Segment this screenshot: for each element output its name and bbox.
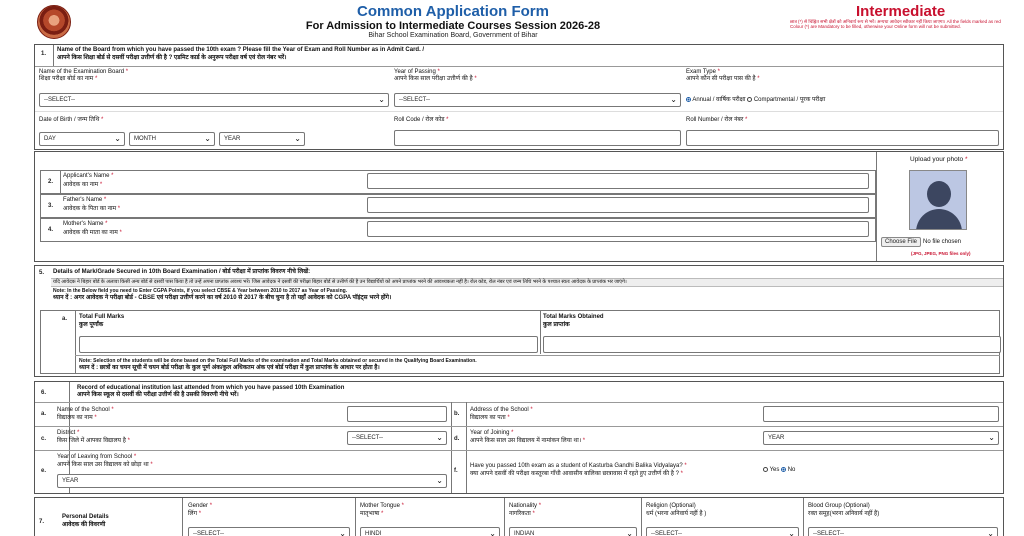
chevron-down-icon: ⌄ [987, 529, 994, 536]
school-address-input[interactable] [763, 406, 999, 422]
nationality-select[interactable]: INDIAN ⌄ [509, 527, 637, 536]
religion-select[interactable]: --SELECT-- ⌄ [646, 527, 799, 536]
father-name-label-hi: आवेदक के पिता का नाम * [63, 206, 121, 212]
section-question-hi: आपने किस शिक्षा बोर्ड से दसवीं परीक्षा उत्तीर्ण की है ? एडमिट कार्ड के अनुरूप परीक्षा वर्ष एवं रोल नंबर भरें। [57, 55, 287, 61]
chevron-down-icon: ⌄ [670, 95, 677, 104]
section-number: 6. [41, 390, 47, 396]
page-title: Common Application Form [357, 3, 549, 20]
cgpa-note: Note: In the Below field you need to Enter CGPA Points, if you select CBSE & Year between 2010 to 2017 as Year of Passing. [53, 288, 348, 294]
mother-name-label: Mother's Name * [63, 221, 108, 227]
school-name-label-hi: विद्यालय का नाम * [57, 415, 97, 421]
brand-label: Intermediate [856, 3, 946, 20]
year-leaving-select[interactable]: YEAR ⌄ [57, 474, 447, 488]
mother-tongue-select[interactable]: HINDI ⌄ [360, 527, 500, 536]
applicant-name-label-hi: आवेदक का नाम * [63, 182, 103, 188]
chevron-down-icon: ⌄ [988, 433, 995, 442]
row-number: 2. [48, 179, 54, 185]
marks-obtained-label: Total Marks Obtained [543, 314, 604, 320]
school-name-input[interactable] [347, 406, 447, 422]
section-marks [34, 265, 1004, 377]
school-name-label: Name of the School * [57, 407, 114, 413]
kgbv-question: Have you passed 10th exam as a student of Kasturba Gandhi Balika Vidyalaya? * [470, 463, 687, 469]
kgbv-question-hi: क्या आपने दसवीं की परीक्षा कस्तूरबा गाँधी आवासीय बालिका छात्रावास में रहते हुए उत्तीर्ण की है ? * [470, 471, 683, 477]
row-letter: c. [41, 436, 47, 442]
kgbv-no-label: No [787, 467, 796, 474]
cgpa-note-hi: ध्यान दें : अगर आवेदक ने परीक्षा बोर्ड - CBSE एवं परीक्षा उत्तीर्ण करने का वर्ष 2010 से 2017 के बीच चुना है तो यहाँ आवेदक को CGPA पॉइंट्स भरने होंगे। [53, 295, 392, 301]
school-heading: Record of educational institution last attended from which you have passed 10th Examination [77, 385, 345, 391]
kgbv-no-radio[interactable] [781, 467, 786, 472]
mother-name-label-hi: आवेदक की माता का नाम * [63, 230, 122, 236]
blood-group-select[interactable]: --SELECT-- ⌄ [808, 527, 998, 536]
section-question: Name of the Board from which you have passed the 10th exam ? Please fill the Year of Exam and Roll Number as in Admit Card. / [57, 47, 425, 53]
chevron-down-icon: ⌄ [294, 134, 301, 143]
board-label-hi: शिक्षा परीक्षा बोर्ड का नाम * [39, 76, 98, 82]
personal-details-title: Personal Details [62, 514, 109, 520]
applicant-name-label: Applicant's Name * [63, 173, 114, 179]
year-leaving-label-hi: आपने किस साल उस विद्यालय को छोड़ा था * [57, 462, 153, 468]
file-hint: (JPG, JPEG, PNG files only) [911, 251, 971, 256]
roll-code-input[interactable] [394, 130, 681, 146]
year-joining-label: Year of Joining * [470, 430, 514, 436]
nationality-label-hi: नागरिकता * [509, 511, 535, 517]
applicant-name-input[interactable] [367, 173, 869, 189]
chevron-down-icon: ⌄ [114, 134, 121, 143]
no-file-text: No file chosen [923, 239, 962, 245]
row-letter: a. [41, 411, 47, 417]
chevron-down-icon: ⌄ [489, 529, 496, 536]
full-marks-label-hi: कुल पूर्णांक [79, 322, 104, 328]
row-number: 4. [48, 227, 54, 233]
roll-number-input[interactable] [686, 130, 999, 146]
selection-note: Note: Selection of the students will be done based on the Total Full Marks of the examination and Total Marks obtained or secured in the Qualifying Board Examination. [79, 358, 477, 364]
page-header [0, 0, 1024, 42]
chevron-down-icon: ⌄ [378, 95, 385, 104]
school-heading-hi: आपने किस स्कूल से दसवीं की परीक्षा उत्तीर्ण की है उसकी विवरणी नीचे भरें। [77, 392, 239, 398]
dob-label: Date of Birth / जन्म तिथि * [39, 117, 104, 123]
kgbv-radios [763, 467, 795, 475]
row-letter: d. [454, 436, 460, 442]
gender-label: Gender * [188, 503, 213, 509]
dob-year-select[interactable]: YEAR ⌄ [219, 132, 305, 146]
year-passing-label: Year of Passing * [394, 69, 440, 75]
roll-code-label: Roll Code / रोल कोड * [394, 117, 449, 123]
exam-type-annual-radio[interactable] [686, 97, 691, 102]
blood-group-label: Blood Group (Optional) [808, 503, 870, 509]
exam-type-label-hi: आपने कौन सी परीक्षा पास की है * [686, 76, 760, 82]
gender-label-hi: लिंग * [188, 511, 202, 517]
mandatory-notice: छात्र (*) से चिह्नित सभी क्षेत्रों को अनिवार्य रूप से भरें। अन्यथा आवेदन स्वीकार नहीं किया जाएगा। All the fields marked as red Colour (*) are Mandatory to be filled, otherwise your Online form will not be submitted. [790, 19, 1001, 29]
chevron-down-icon: ⌄ [788, 529, 795, 536]
father-name-input[interactable] [367, 197, 869, 213]
marks-heading: Details of Mark/Grade Secured in 10th Board Examination / बोर्ड परीक्षा में प्राप्तांक विवरण नीचे लिखें: [53, 269, 311, 275]
gender-select[interactable]: --SELECT-- ⌄ [188, 527, 350, 536]
section-number: 1. [41, 51, 47, 57]
page-subtitle: For Admission to Intermediate Courses Session 2026-28 [305, 20, 601, 32]
exam-type-compartmental-radio[interactable] [747, 97, 752, 102]
board-name: Bihar School Examination Board, Government of Bihar [368, 32, 538, 39]
selection-note-hi: ध्यान दें : छात्रों का चयन सूची में चयन बोर्ड परीक्षा के कुल पूर्ण अंक/कुल अधिकतम अंक एवं बोर्ड परीक्षा में कुल प्राप्तांक के आधार पर होता है। [79, 365, 380, 371]
mother-tongue-label: Mother Tongue * [360, 503, 404, 509]
school-address-label: Address of the School * [470, 407, 533, 413]
chevron-down-icon: ⌄ [626, 529, 633, 536]
board-label: Name of the Examination Board * [39, 69, 129, 75]
year-passing-select[interactable]: --SELECT-- ⌄ [394, 93, 681, 107]
board-select[interactable]: --SELECT-- ⌄ [39, 93, 389, 107]
section-school [34, 381, 1004, 494]
year-joining-label-hi: आपने किस साल उस विद्यालय में नामांकन लिया था। * [470, 438, 586, 444]
exam-type-radios [686, 97, 825, 105]
district-select[interactable]: --SELECT-- ⌄ [347, 431, 447, 445]
year-passing-label-hi: आपने किस साल परीक्षा उत्तीर्ण की है * [394, 76, 477, 82]
section-number: 7. [39, 519, 45, 525]
kgbv-yes-radio[interactable] [763, 467, 768, 472]
upload-photo-label: Upload your photo * [910, 156, 968, 163]
row-letter: e. [41, 468, 47, 474]
section-board-details [34, 44, 1004, 150]
mother-name-input[interactable] [367, 221, 869, 237]
mother-tongue-label-hi: मातृभाषा * [360, 511, 384, 517]
school-address-label-hi: विद्यालय का पता * [470, 415, 510, 421]
section-names [34, 151, 1004, 262]
year-joining-select[interactable]: YEAR ⌄ [763, 431, 999, 445]
kgbv-yes-label: Yes [769, 467, 780, 474]
dob-month-select[interactable]: MONTH ⌄ [129, 132, 215, 146]
chevron-down-icon: ⌄ [204, 134, 211, 143]
dob-day-select[interactable]: DAY ⌄ [39, 132, 125, 146]
exam-type-annual-label: Annual / वार्षिक परीक्षा [692, 97, 746, 104]
full-marks-label: Total Full Marks [79, 314, 125, 320]
marks-obtained-input[interactable] [543, 336, 1001, 353]
blood-group-label-hi: रक्त समूह(भरना अनिवार्य नहीं है) [808, 511, 880, 517]
section-personal [34, 497, 1004, 536]
district-label-hi: किस जिले में आपका विद्यालय है * [57, 438, 130, 444]
roll-number-label: Roll Number / रोल नंबर * [686, 117, 748, 123]
exam-type-label: Exam Type * [686, 69, 720, 75]
father-name-label: Father's Name * [63, 197, 107, 203]
marks-instruction-hi: यदि आवेदक ने बिहार बोर्ड के अलावा किसी अन्य बोर्ड से दसवीं पास किया है तो उन्हें अपना प्राप्तांक अवश्य भरें। जिस आवेदक ने दसवीं की परीक्षा बिहार बोर्ड से उत्तीर्ण की है उन विद्यार्थियों को अपने प्राप्तांक भरने की आवश्यकता नहीं है। रोल कोड, रोल नंबर एवं जन्म तिथि भरने के पश्चात स्वतः आवेदक के प्राप्तांक भर जाएंगे। [53, 279, 627, 285]
row-letter: f. [454, 468, 458, 474]
religion-label: Religion (Optional) [646, 503, 696, 509]
personal-details-title-hi: आवेदक की विवरणी [62, 522, 106, 528]
row-letter: b. [454, 411, 460, 417]
religion-label-hi: धर्म (भरना अनिवार्य नहीं है ) [646, 511, 707, 517]
year-leaving-label: Year of Leaving from School * [57, 454, 137, 460]
row-number: 3. [48, 203, 54, 209]
district-label: District * [57, 430, 80, 436]
marks-obtained-label-hi: कुल प्राप्तांक [543, 322, 570, 328]
chevron-down-icon: ⌄ [436, 433, 443, 442]
exam-type-compartmental-label: Compartmental / पूरक परीक्षा [753, 97, 826, 104]
chevron-down-icon: ⌄ [436, 476, 443, 485]
full-marks-input[interactable] [79, 336, 538, 353]
photo-placeholder-avatar [909, 170, 967, 230]
row-number: a. [62, 316, 68, 322]
chevron-down-icon: ⌄ [339, 529, 346, 536]
choose-file-button[interactable]: Choose File [881, 237, 921, 247]
section-number: 5. [39, 270, 45, 276]
nationality-label: Nationality * [509, 503, 542, 509]
